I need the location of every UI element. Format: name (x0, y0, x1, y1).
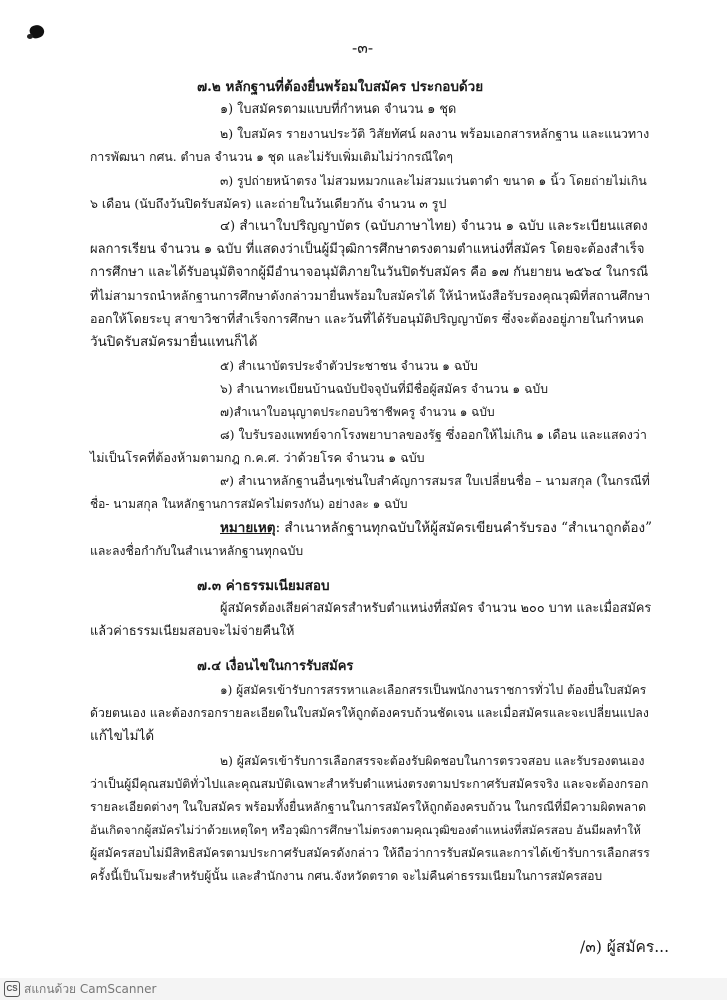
text-line-l13: ๖) สำเนาทะเบียนบ้านฉบับปัจจุบันที่มีชื่อผู้สมัคร จำนวน ๑ ฉบับ (220, 382, 548, 396)
text-line-l28: อันเกิดจากผู้สมัครไม่ว่าด้วยเหตุใดๆ หรือวุฒิการศึกษาไม่ตรงตามคุณวุฒิของตำแหน่งที่สมัครสอบ อันมีผลทำให้ (90, 823, 641, 837)
text-line-l6: ๔) สำเนาใบปริญญาบัตร (ฉบับภาษาไทย) จำนวน ๑ ฉบับ และระเบียนแสดง (220, 219, 648, 234)
text-line-h73: ๗.๓ ค่าธรรมเนียมสอบ (197, 578, 330, 594)
text-line-l29: ผู้สมัครสอบไม่มีสิทธิสมัครตามประกาศรับสมัครดังกล่าว ให้ถือว่าการรับสมัครและการได้เข้ารับการเลือกสรร (90, 846, 650, 860)
text-line-cont: /๓) ผู้สมัคร... (580, 938, 670, 956)
note-text: : สำเนาหลักฐานทุกฉบับให้ผู้สมัครเขียนคำรับรอง “สำเนาถูกต้อง” (275, 520, 653, 536)
text-line-l4: ๓) รูปถ่ายหน้าตรง ไม่สวมหมวกและไม่สวมแว่นตาดำ ขนาด ๑ นิ้ว โดยถ่ายไม่เกิน (220, 174, 647, 188)
text-line-l22: ๑) ผู้สมัครเข้ารับการสรรหาและเลือกสรรเป็นพนักงานราชการทั่วไป ต้องยื่นใบสมัคร (220, 683, 647, 697)
text-line-l3: การพัฒนา กศน. ตำบล จำนวน ๑ ชุด และไม่รับเพิ่มเติมไม่ว่ากรณีใดๆ (90, 150, 453, 164)
text-line-l1: ๑) ใบสมัครตามแบบที่กำหนด จำนวน ๑ ชุด (220, 102, 457, 117)
text-line-h72: ๗.๒ หลักฐานที่ต้องยื่นพร้อมใบสมัคร ประกอบด้วย (197, 79, 484, 95)
text-line-l9: ที่ไม่สามารถนำหลักฐานการศึกษาดังกล่าวมายื่นพร้อมใบสมัครได้ ให้นำหนังสือรับรองคุณวุฒิที่สถานศึกษา (90, 288, 651, 303)
text-line-l16: ไม่เป็นโรคที่ต้องห้ามตามกฎ ก.ค.ศ. ว่าด้วยโรค จำนวน ๑ ฉบับ (90, 450, 425, 465)
note-label: หมายเหตุ (220, 520, 276, 536)
text-line-l23: ด้วยตนเอง และต้องกรอกรายละเอียดในใบสมัครให้ถูกต้องครบถ้วนชัดเจน และเมื่อสมัครและจะเปลี่ยนแปลง (90, 706, 649, 720)
text-line-l17: ๙) สำเนาหลักฐานอื่นๆเช่นใบสำคัญการสมรส ใบเปลี่ยนชื่อ – นามสกุล (ในกรณีที่ (220, 473, 650, 488)
scanner-footer-text: สแกนด้วย CamScanner (24, 982, 157, 996)
text-line-l7: ผลการเรียน จำนวน ๑ ฉบับ ที่แสดงว่าเป็นผู้มีวุฒิการศึกษาตรงตามตำแหน่งที่สมัคร โดยจะต้องสำเร็จ (90, 242, 645, 257)
text-line-l27: รายละเอียดต่างๆ ในใบสมัคร พร้อมทั้งยื่นหลักฐานในการสมัครให้ถูกต้องครบถ้วน ในกรณีที่มีความผิดพลาด (90, 800, 647, 814)
text-line-l26: ว่าเป็นผู้มีคุณสมบัติทั่วไปและคุณสมบัติเฉพาะสำหรับตำแหน่งตรงตามประกาศรับสมัครจริง และจะต้องกรอก (90, 777, 649, 791)
text-line-l11: วันปิดรับสมัครมายื่นแทนก็ได้ (90, 334, 258, 350)
text-line-l2: ๒) ใบสมัคร รายงานประวัติ วิสัยทัศน์ ผลงาน พร้อมเอกสารหลักฐาน และแนวทาง (220, 126, 650, 141)
text-line-l25: ๒) ผู้สมัครเข้ารับการเลือกสรรจะต้องรับผิดชอบในการตรวจสอบ และรับรองตนเอง (220, 754, 645, 768)
text-line-l24: แก้ไขไม่ได้ (90, 728, 155, 744)
text-line-l19: และลงชื่อกำกับในสำเนาหลักฐานทุกฉบับ (90, 544, 304, 558)
text-line-l18: ชื่อ- นามสกุล ในหลักฐานการสมัครไม่ตรงกัน) อย่างละ ๑ ฉบับ (90, 497, 408, 511)
text-line-l21: แล้วค่าธรรมเนียมสอบจะไม่จ่ายคืนให้ (90, 624, 295, 639)
text-line-l8: การศึกษา และได้รับอนุมัติจากผู้มีอำนาจอนุมัติภายในวันปิดรับสมัคร คือ ๑๗ กันยายน ๒๕๖๔ ในกรณี (90, 265, 649, 280)
text-line-l20: ผู้สมัครต้องเสียค่าสมัครสำหรับตำแหน่งที่สมัคร จำนวน ๒๐๐ บาท และเมื่อสมัคร (220, 601, 652, 616)
text-line-l15: ๘) ใบรับรองแพทย์จากโรงพยาบาลของรัฐ ซึ่งออกให้ไม่เกิน ๑ เดือน และแสดงว่า (220, 427, 647, 442)
text-line-note (220, 518, 652, 538)
text-line-l10: ออกให้โดยระบุ สาขาวิชาที่สำเร็จการศึกษา และวันที่ได้รับอนุมัติปริญญาบัตร ซึ่งจะต้องอยู่ภายในกำหนด (90, 311, 644, 326)
text-line-l12: ๕) สำเนาบัตรประจำตัวประชาชน จำนวน ๑ ฉบับ (220, 359, 478, 373)
camscanner-logo: CS (4, 981, 20, 997)
page-number: -๓- (352, 39, 374, 57)
text-line-l5: ๖ เดือน (นับถึงวันปิดรับสมัคร) และถ่ายในวันเดียวกัน จำนวน ๓ รูป (90, 196, 447, 211)
text-line-l30: ครั้งนี้เป็นโมฆะสำหรับผู้นั้น และสำนักงาน กศน.จังหวัดตราด จะไม่คืนค่าธรรมเนียมในการสมัครสอบ (90, 869, 603, 883)
text-line-h74: ๗.๔ เงื่อนไขในการรับสมัคร (197, 659, 354, 674)
ink-smudge-dot (27, 34, 33, 39)
text-line-l14: ๗)สำเนาใบอนุญาตประกอบวิชาชีพครู จำนวน ๑ ฉบับ (220, 405, 495, 419)
